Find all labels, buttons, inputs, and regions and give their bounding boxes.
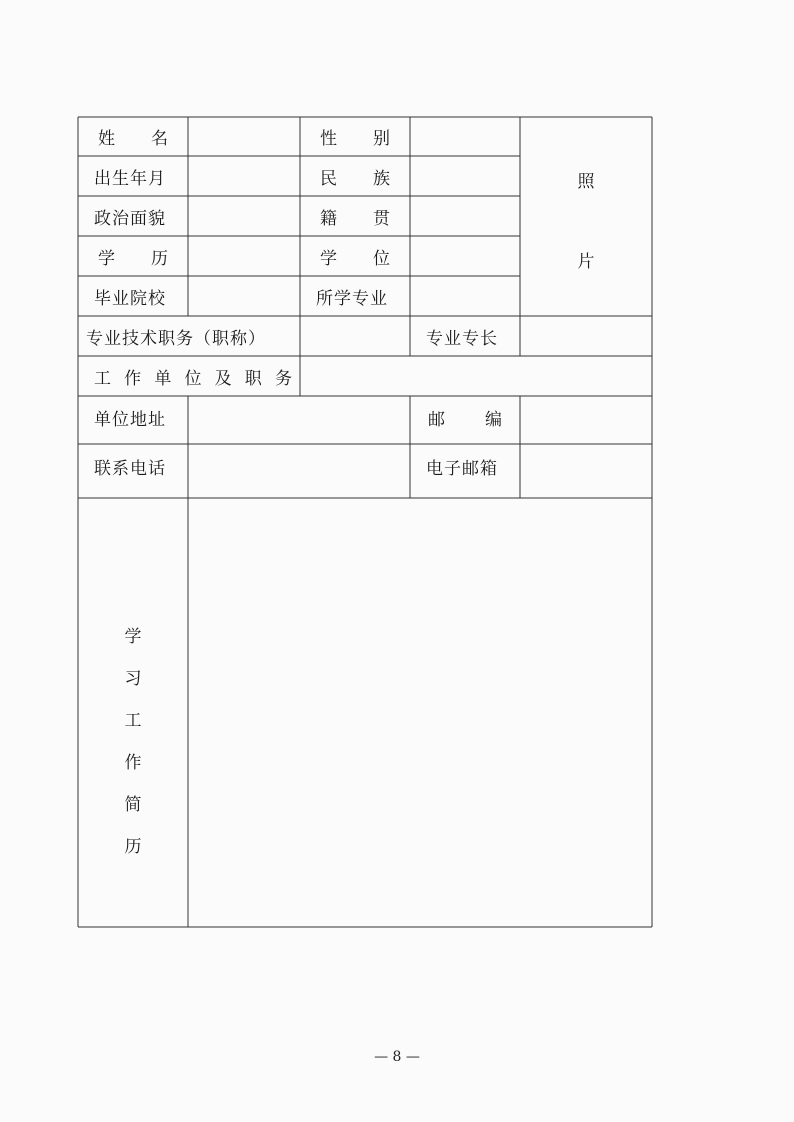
education-field[interactable] (188, 236, 300, 276)
birth-label: 出生年月 (94, 168, 166, 189)
resume-label-char: 习 (124, 669, 142, 689)
title-field[interactable] (300, 316, 410, 356)
native-field[interactable] (410, 196, 520, 236)
major-label: 所学专业 (316, 288, 388, 309)
school-field[interactable] (188, 276, 300, 316)
education-label-char: 历 (151, 248, 168, 269)
photo-box[interactable] (520, 117, 652, 316)
resume-label-char: 历 (124, 837, 142, 857)
work-label-char: 位 (184, 368, 202, 389)
ethnicity-label-char: 族 (373, 168, 390, 189)
political-field[interactable] (188, 196, 300, 236)
ethnicity-label (300, 156, 410, 196)
resume-label (78, 498, 188, 927)
work-label-char: 及 (214, 368, 232, 389)
postcode-label-char: 编 (485, 410, 502, 430)
resume-label-char: 简 (124, 795, 142, 815)
specialty-label: 专业专长 (426, 328, 498, 349)
postcode-label (410, 396, 520, 444)
work-label-char: 职 (244, 368, 262, 389)
address-label: 单位地址 (94, 410, 166, 430)
work-label (78, 356, 300, 396)
postcode-label-char: 邮 (428, 410, 445, 430)
name-label (78, 117, 188, 156)
political-label: 政治面貌 (94, 208, 166, 229)
specialty-field[interactable] (520, 316, 652, 356)
birth-field[interactable] (188, 156, 300, 196)
ethnicity-label-char: 民 (320, 168, 337, 189)
ethnicity-field[interactable] (410, 156, 520, 196)
education-label-char: 学 (98, 248, 115, 269)
photo-label-char: 照 (577, 172, 595, 192)
gender-label (300, 117, 410, 156)
name-field[interactable] (188, 117, 300, 156)
education-label (78, 236, 188, 276)
work-label-char: 单 (154, 368, 172, 389)
work-field[interactable] (300, 356, 652, 396)
page-number: — 8 — (374, 1049, 420, 1065)
work-label-char: 工 (94, 368, 111, 389)
degree-label-char: 学 (320, 248, 337, 269)
major-field[interactable] (410, 276, 520, 316)
degree-label (300, 236, 410, 276)
address-field[interactable] (188, 396, 410, 444)
photo-label-char: 片 (577, 252, 595, 272)
degree-label-char: 位 (373, 248, 390, 269)
resume-label-char: 作 (124, 753, 142, 773)
gender-field[interactable] (410, 117, 520, 156)
work-label-char: 务 (274, 368, 292, 389)
native-label-char: 籍 (320, 208, 337, 229)
native-label (300, 196, 410, 236)
gender-label-char: 性 (320, 129, 337, 149)
name-label-char: 姓 (98, 129, 115, 149)
name-label-char: 名 (151, 129, 168, 149)
phone-field[interactable] (188, 444, 410, 498)
email-label: 电子邮箱 (426, 459, 498, 479)
native-label-char: 贯 (373, 208, 390, 229)
title-label: 专业技术职务（职称） (86, 328, 266, 349)
gender-label-char: 别 (373, 129, 390, 149)
work-label-char: 作 (124, 368, 142, 389)
school-label: 毕业院校 (94, 288, 166, 309)
resume-label-char: 工 (124, 711, 142, 731)
postcode-field[interactable] (520, 396, 652, 444)
phone-label: 联系电话 (94, 459, 166, 479)
degree-field[interactable] (410, 236, 520, 276)
resume-field[interactable] (188, 498, 652, 927)
resume-label-char: 学 (124, 627, 142, 647)
email-field[interactable] (520, 444, 652, 498)
